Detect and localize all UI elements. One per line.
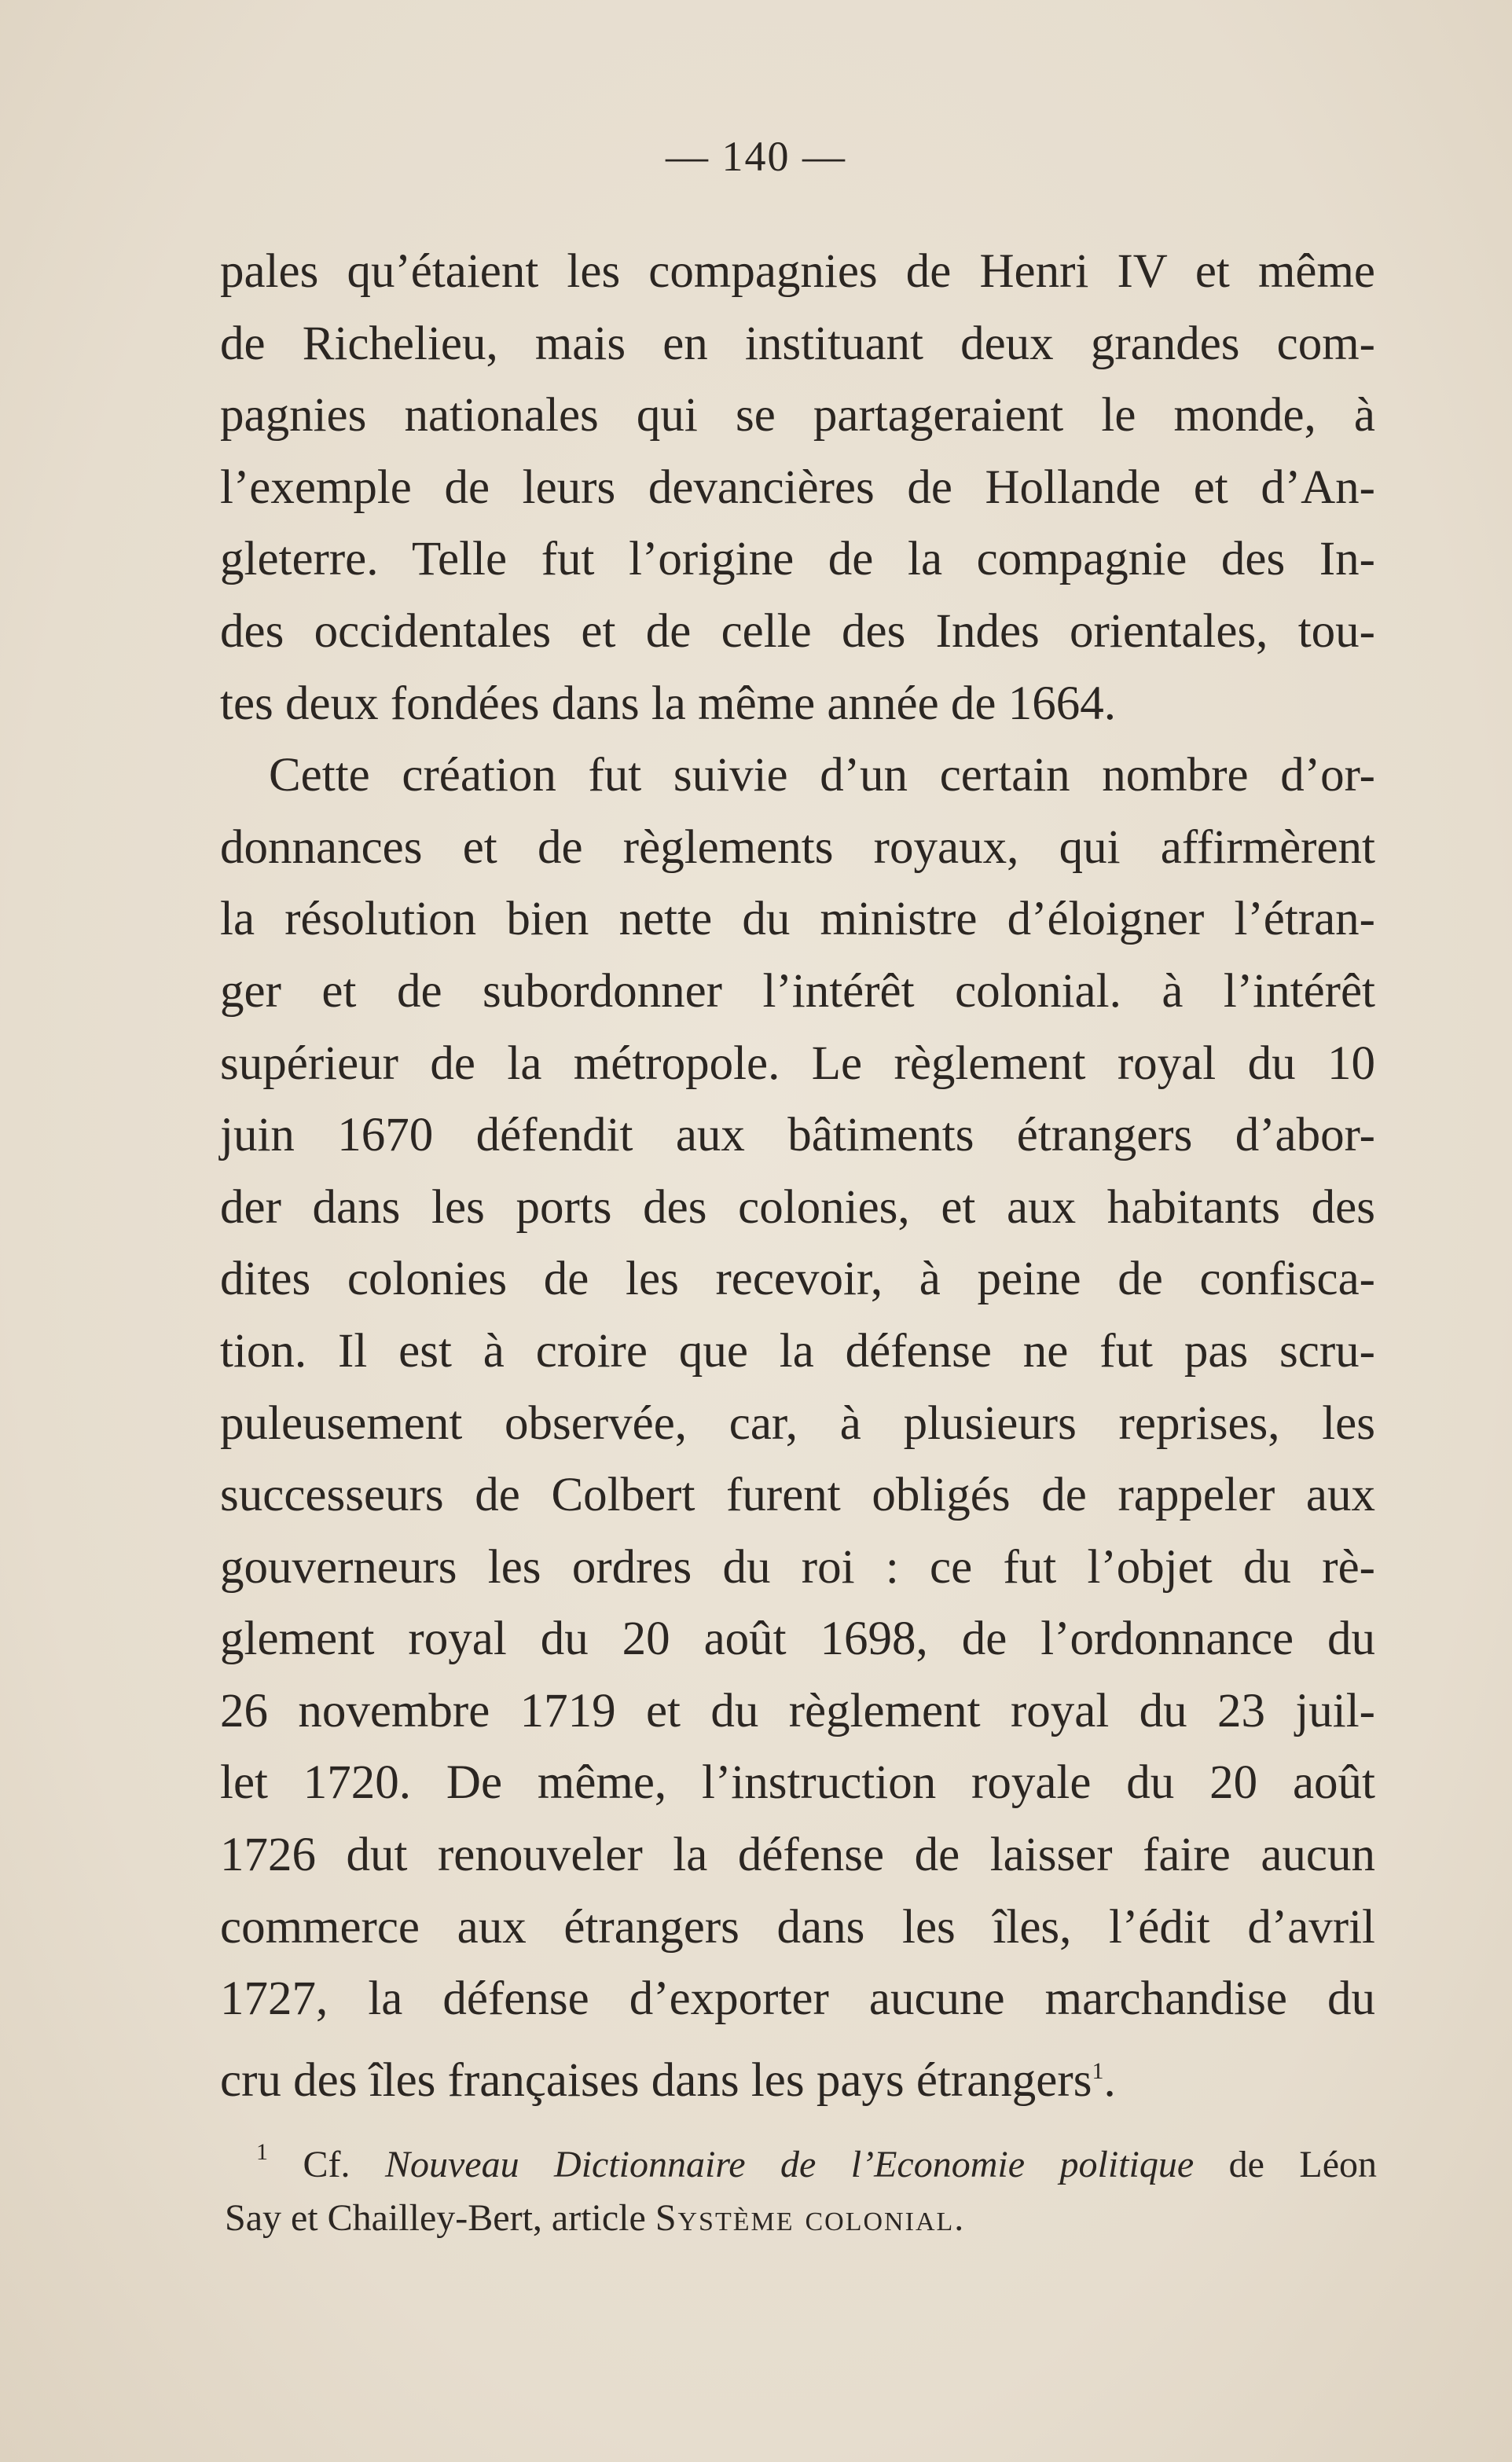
text-line: puleusement observée, car, à plusieurs reprises, les — [220, 1396, 1375, 1450]
text-line: des occidentales et de celle des Indes orientales, tou- — [220, 604, 1375, 658]
footnote-suffix: de Léon — [1228, 2144, 1378, 2185]
text-line: tion. Il est à croire que la défense ne fut pas scru- — [220, 1324, 1375, 1378]
footnote-prefix: Cf. — [303, 2144, 350, 2185]
footnote-article: Système colonial — [655, 2197, 955, 2239]
footnote-line — [225, 2126, 1377, 2192]
text-line: successeurs de Colbert furent obligés de rappeler aux — [220, 1469, 1375, 1522]
text-line: der dans les ports des colonies, et aux habitants des — [220, 1180, 1375, 1234]
text-line: de Richelieu, mais en instituant deux grandes com- — [220, 317, 1375, 370]
footnote-line — [225, 2192, 1377, 2245]
text-line-end: . — [1103, 2053, 1116, 2107]
text-line-content: cru des îles françaises dans les pays étrangers — [220, 2053, 1092, 2107]
footnote-end: . — [954, 2197, 964, 2239]
text-line: dites colonies de les recevoir, à peine de confisca- — [220, 1253, 1375, 1306]
text-line — [220, 2035, 1375, 2117]
text-line: donnances et de règlements royaux, qui affirmèrent — [220, 820, 1375, 874]
text-line: 26 novembre 1719 et du règlement royal du 23 juil- — [220, 1684, 1375, 1737]
body-text — [220, 236, 1375, 2116]
footnote-marker: 1 — [256, 2139, 268, 2165]
text-line: gouverneurs les ordres du roi : ce fut l’objet du rè- — [220, 1540, 1375, 1594]
text-line: juin 1670 défendit aux bâtiments étrangers d’abor- — [220, 1109, 1375, 1162]
text-line: 1727, la défense d’exporter aucune marchandise du — [220, 1972, 1375, 2026]
text-line: let 1720. De même, l’instruction royale du 20 août — [220, 1756, 1375, 1810]
text-line: pales qu’étaient les compagnies de Henri IV et même — [220, 245, 1375, 298]
text-line: ger et de subordonner l’intérêt colonial. à l’intérêt — [220, 964, 1375, 1018]
footnote-title: Nouveau Dictionnaire de l’Economie politique — [384, 2144, 1195, 2185]
text-line: la résolution bien nette du ministre d’éloigner l’étran- — [220, 893, 1375, 946]
text-line: Cette création fut suivie d’un certain nombre d’or- — [269, 749, 1375, 802]
footnote-reference[interactable]: 1 — [1092, 2057, 1104, 2084]
text-line: supérieur de la métropole. Le règlement royal du 10 — [220, 1037, 1375, 1090]
text-line: tes deux fondées dans la même année de 1664. — [220, 677, 1116, 730]
footnote — [225, 2126, 1377, 2245]
text-line: pagnies nationales qui se partageraient le monde, à — [220, 389, 1375, 442]
text-line: commerce aux étrangers dans les îles, l’édit d’avril — [220, 1900, 1375, 1954]
text-line: glement royal du 20 août 1698, de l’ordonnance du — [220, 1613, 1375, 1666]
text-line: l’exemple de leurs devancières de Hollande et d’An- — [220, 460, 1375, 514]
text-line: gleterre. Telle fut l’origine de la compagnie des In- — [220, 533, 1375, 586]
text-line: 1726 dut renouveler la défense de laisser faire aucun — [220, 1829, 1375, 1882]
footnote-text: Say et Chailley-Bert, article — [225, 2197, 646, 2239]
page-number: — 140 — — [666, 133, 846, 180]
